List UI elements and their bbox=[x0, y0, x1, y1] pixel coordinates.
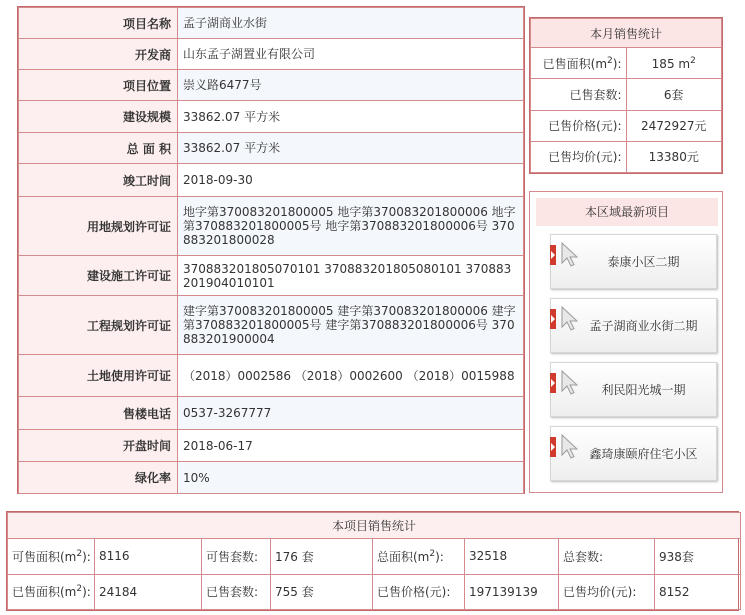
info-value: （2018）0002586 （2018）0002600 （2018）0015988 bbox=[178, 355, 524, 397]
project-sales-row-available bbox=[8, 539, 741, 575]
month-avg-price-row bbox=[531, 141, 722, 172]
monthly-sales-title: 本月销售统计 bbox=[531, 19, 722, 48]
sold-units-value: 755 套 bbox=[271, 574, 373, 610]
info-row-completion bbox=[19, 164, 524, 197]
info-label: 售楼电话 bbox=[19, 397, 178, 430]
month-sold-area-value: 185 $m^2$ bbox=[626, 48, 722, 79]
info-label: 建设施工许可证 bbox=[19, 256, 178, 296]
info-row-land-use bbox=[19, 355, 524, 397]
info-value: 崇义路6477号 bbox=[178, 70, 524, 101]
info-value: 孟子湖商业水街 bbox=[178, 8, 524, 39]
info-label: 建设规模 bbox=[19, 101, 178, 133]
info-row-scale bbox=[19, 101, 524, 133]
project-sales-row-sold bbox=[8, 574, 741, 610]
month-avg-price-label: 已售均价(元): bbox=[531, 141, 627, 172]
newest-project-name: 鑫琦康颐府住宅小区 bbox=[589, 447, 698, 461]
info-row-construction bbox=[19, 256, 524, 296]
month-sold-price-label: 已售价格(元): bbox=[531, 110, 627, 141]
info-label: 绿化率 bbox=[19, 462, 178, 494]
month-sold-area-row bbox=[531, 48, 722, 79]
sold-area-label: 已售面积$(m^2)$: bbox=[8, 574, 95, 610]
newest-project-name: 泰康小区二期 bbox=[607, 255, 680, 269]
total-area-value: 32518 bbox=[465, 539, 559, 575]
info-value: 33862.07 平方米 bbox=[178, 133, 524, 164]
project-sales-title: 本项目销售统计 bbox=[8, 513, 741, 539]
newest-projects-title: 本区域最新项目 bbox=[536, 198, 718, 226]
info-row-name bbox=[19, 8, 524, 39]
info-value: 10% bbox=[178, 462, 524, 494]
info-row-engineering bbox=[19, 296, 524, 355]
sold-price-label: 已售价格(元): bbox=[373, 574, 465, 610]
info-label: 竣工时间 bbox=[19, 164, 178, 197]
info-label: 总 面 积 bbox=[19, 133, 178, 164]
avail-units-label: 可售套数: bbox=[202, 539, 271, 575]
info-value: 山东孟子湖置业有限公司 bbox=[178, 39, 524, 70]
info-label: 土地使用许可证 bbox=[19, 355, 178, 397]
avail-area-label: 可售面积$(m^2)$: bbox=[8, 539, 95, 575]
avg-price-value: 8152 bbox=[655, 574, 741, 610]
month-sold-units-label: 已售套数: bbox=[531, 79, 627, 110]
monthly-sales-panel bbox=[529, 17, 723, 174]
newest-project-item[interactable] bbox=[550, 426, 717, 481]
info-label: 用地规划许可证 bbox=[19, 197, 178, 256]
red-flag-icon bbox=[550, 309, 556, 329]
newest-project-item[interactable] bbox=[550, 234, 717, 289]
project-sales-panel bbox=[6, 511, 739, 611]
info-label: 开盘时间 bbox=[19, 430, 178, 462]
newest-project-item[interactable] bbox=[550, 298, 717, 353]
month-sold-price-value: 2472927元 bbox=[626, 110, 722, 141]
month-sold-units-row bbox=[531, 79, 722, 110]
info-row-land-planning bbox=[19, 197, 524, 256]
newest-project-name: 利民阳光城一期 bbox=[601, 383, 686, 397]
month-sold-units-value: 6套 bbox=[626, 79, 722, 110]
info-value: 0537-3267777 bbox=[178, 397, 524, 430]
info-row-green-rate bbox=[19, 462, 524, 494]
info-label: 项目名称 bbox=[19, 8, 178, 39]
avg-price-label: 已售均价(元): bbox=[559, 574, 655, 610]
red-flag-icon bbox=[550, 373, 556, 393]
project-info-table bbox=[17, 6, 525, 494]
info-value: 2018-09-30 bbox=[178, 164, 524, 197]
info-value: 33862.07 平方米 bbox=[178, 101, 524, 133]
info-row-opening bbox=[19, 430, 524, 462]
avail-area-value: 8116 bbox=[95, 539, 202, 575]
info-value: 2018-06-17 bbox=[178, 430, 524, 462]
info-row-developer bbox=[19, 39, 524, 70]
month-avg-price-value: 13380元 bbox=[626, 141, 722, 172]
newest-project-item[interactable] bbox=[550, 362, 717, 417]
info-value: 建字第370083201800005 建字第370083201800006 建字第370883201800005号 建字第370883201800006号 370883201900004 bbox=[178, 296, 524, 355]
total-units-value: 938套 bbox=[655, 539, 741, 575]
avail-units-value: 176 套 bbox=[271, 539, 373, 575]
info-row-total-area bbox=[19, 133, 524, 164]
info-row-location bbox=[19, 70, 524, 101]
info-row-phone bbox=[19, 397, 524, 430]
sold-units-label: 已售套数: bbox=[202, 574, 271, 610]
red-flag-icon bbox=[550, 245, 556, 265]
sold-price-value: 197139139 bbox=[465, 574, 559, 610]
month-sold-area-label: 已售面积$(m^2)$: bbox=[531, 48, 627, 79]
month-sold-price-row bbox=[531, 110, 722, 141]
info-label: 项目位置 bbox=[19, 70, 178, 101]
info-label: 工程规划许可证 bbox=[19, 296, 178, 355]
total-units-label: 总套数: bbox=[559, 539, 655, 575]
project-info-body bbox=[19, 8, 524, 494]
info-label: 开发商 bbox=[19, 39, 178, 70]
total-area-label: 总面积$(m^2)$: bbox=[373, 539, 465, 575]
info-value: 地字第370083201800005 地字第370083201800006 地字第370883201800005号 地字第370883201800006号 370883201800028 bbox=[178, 197, 524, 256]
sold-area-value: 24184 bbox=[95, 574, 202, 610]
red-flag-icon bbox=[550, 437, 556, 457]
newest-projects-panel bbox=[529, 191, 723, 493]
info-value: 370883201805070101 370883201805080101 370883201904010101 bbox=[178, 256, 524, 296]
newest-project-name: 孟子湖商业水街二期 bbox=[589, 319, 698, 333]
